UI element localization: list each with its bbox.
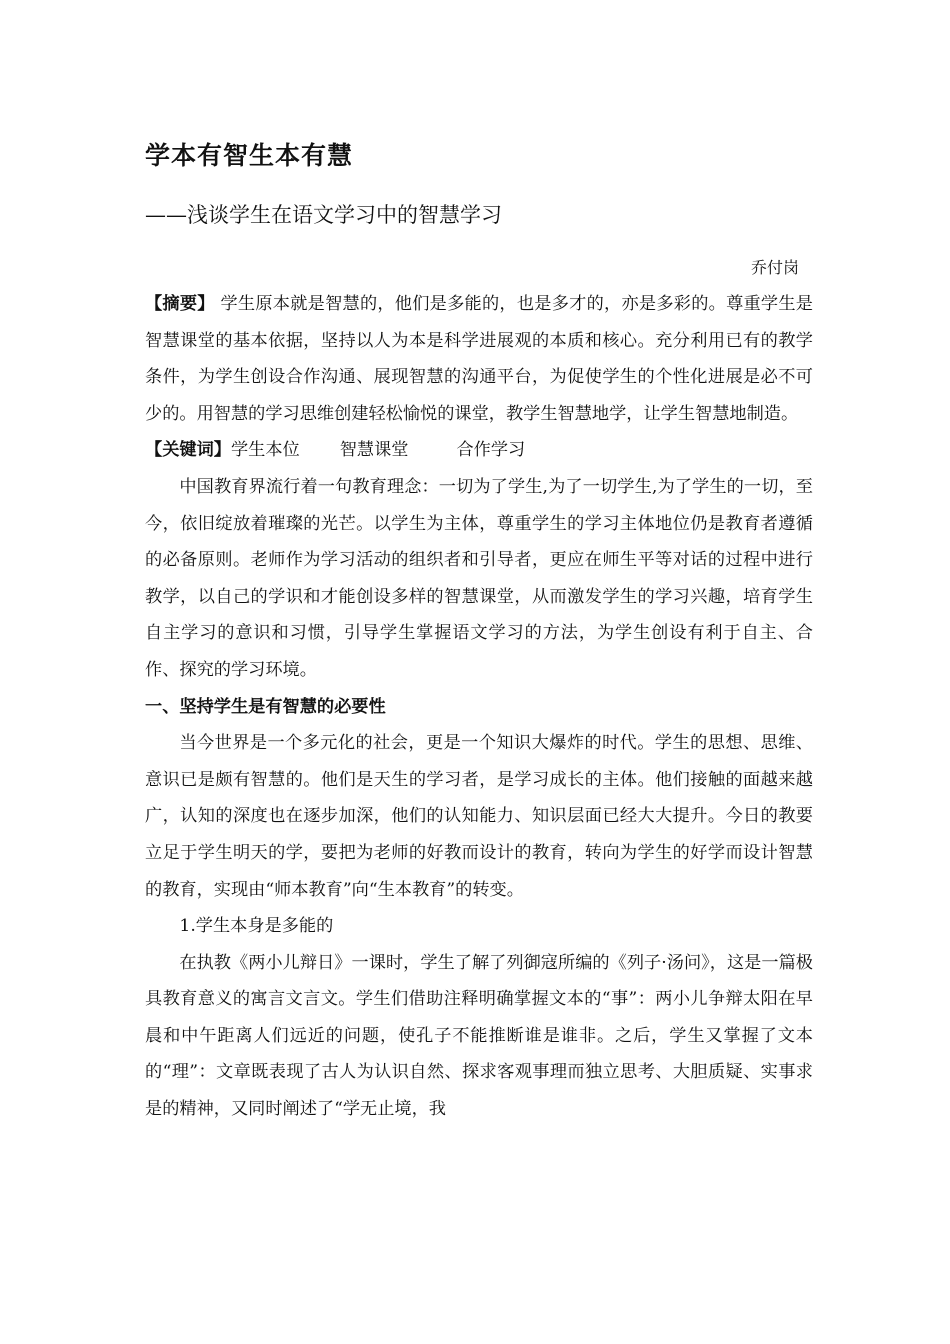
document-title: 学本有智生本有慧 bbox=[145, 141, 354, 170]
document-body bbox=[145, 286, 813, 1128]
abstract-text: 学生原本就是智慧的，他们是多能的，也是多才的，亦是多彩的。尊重学生是智慧课堂的基本依据，坚持以人为本是科学进展观的本质和核心。充分利用已有的教学条件，为学生创设合作沟通、展现智慧的沟通平台，为促使学生的个性化进展是必不可少的。用智慧的学习思维创建轻松愉悦的课堂，教学生智慧地学，让学生智慧地制造。 bbox=[145, 294, 813, 424]
section-heading: 一、坚持学生是有智慧的必要性 bbox=[145, 696, 386, 717]
keyword-item: 合作学习 bbox=[456, 440, 526, 461]
document-subtitle: ——浅谈学生在语文学习中的智慧学习 bbox=[145, 203, 502, 227]
subsection-heading: 1.学生本身是多能的 bbox=[179, 916, 334, 937]
author-name: 乔付岗 bbox=[751, 258, 800, 277]
subsection-paragraph: 在执教《两小儿辩日》一课时，学生了解了列御寇所编的《列子·汤问》，这是一篇极具教育意义的寓言文言文。学生们借助注释明确掌握文本的“事”：两小儿争辩太阳在早晨和中午距离人们远近的问题，使孔子不能推断谁是谁非。之后，学生又掌握了文本的“理”：文章既表现了古人为认识自然、探求客观事理而独立思考、大胆质疑、实事求是的精神，又同时阐述了“学无止境，我 bbox=[145, 952, 813, 1120]
intro-paragraph: 中国教育界流行着一句教育理念：一切为了学生,为了一切学生,为了学生的一切，至今，依旧绽放着璀璨的光芒。以学生为主体，尊重学生的学习主体地位仍是教育者遵循的必备原则。老师作为学习活动的组织者和引导者，更应在师生平等对话的过程中进行教学，以自己的学识和才能创设多样的智慧课堂，从而激发学生的学习兴趣，培育学生自主学习的意识和习惯，引导学生掌握语文学习的方法，为学生创设有利于自主、合作、探究的学习环境。 bbox=[145, 476, 813, 680]
section-paragraph: 当今世界是一个多元化的社会，更是一个知识大爆炸的时代。学生的思想、思维、意识已是颇有智慧的。他们是天生的学习者，是学习成长的主体。他们接触的面越来越广，认知的深度也在逐步加深，他们的认知能力、知识层面已经大大提升。今日的教要立足于学生明天的学，要把为老师的好教而设计的教育，转向为学生的好学而设计智慧的教育，实现由“师本教育”向“生本教育”的转变。 bbox=[145, 733, 813, 900]
keywords-label: 【关键词】 bbox=[145, 440, 231, 461]
keyword-item: 学生本位 bbox=[230, 440, 300, 461]
keyword-item: 智慧课堂 bbox=[339, 440, 409, 461]
abstract-paragraph bbox=[145, 286, 813, 432]
abstract-label: 【摘要】 bbox=[145, 294, 215, 314]
keywords-line bbox=[145, 432, 813, 469]
